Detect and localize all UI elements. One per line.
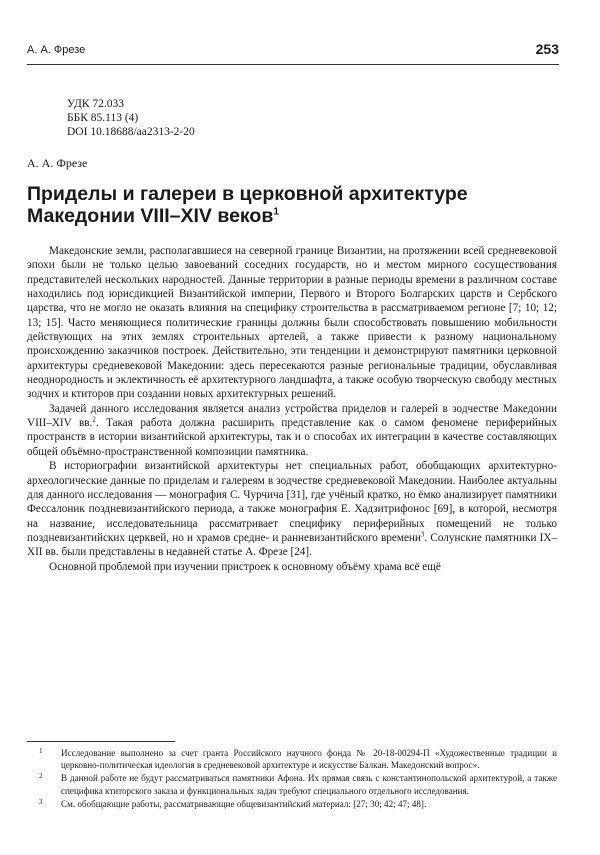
paragraph-2: [27, 402, 557, 459]
footnote-ref-3: 3: [420, 530, 425, 539]
footnote-1: [27, 747, 557, 771]
paragraph-2-text-b: . Такая работа должна расширить представление как о самом феномене периферийных пространств в истории византийской архитектуры, так и о способах их интеграции в качестве составляющих общей объёмно-пространственной композиции памятника.: [27, 417, 557, 458]
paragraph-3-text-b: . Солунские памятники IX–XII вв. были представлены в недавней статье А. Фрезе [24].: [27, 531, 557, 559]
article-author: А. А. Фрезе: [27, 156, 88, 170]
running-head-author: А. А. Фрезе: [27, 44, 86, 56]
paragraph-3-text-a: В историографии византийской архитектуры нет специальных работ, обобщающих архитектурно-археологические данные по приделам и галереям в зодчестве средневековой Македонии. Наиболее актуальны для данного исследования — монография С. Чурчича [31], где учёный кратко, но ёмко анализирует памятники Фессалоник поздневизантийского периода, а также монография Е. Хадзитрифонос [69], в которой, несмотря на название, исследовательница рассматривает специфику периферийных помещений не только поздневизантийских церквей, но и храмов средне- и ранневизантийского времени: [27, 460, 557, 544]
footnote-number: 3: [39, 797, 43, 806]
article-title: [27, 183, 567, 227]
bbk-code: ББК 85.113 (4): [67, 112, 139, 124]
title-line-2: Македонии VIII–XIV веков: [27, 205, 274, 227]
bibliographic-codes: [67, 97, 195, 139]
paragraph-3: [27, 459, 557, 559]
running-head: [27, 40, 559, 60]
footnote-number: 2: [39, 772, 43, 781]
article-body: [27, 244, 557, 574]
header-rule: [27, 64, 559, 65]
paragraph-2-text-a: Задачей данного исследования является анализ устройства приделов и галерей в зодчестве Македонии VIII–XIV вв.: [27, 402, 557, 430]
footnote-rule: [27, 741, 175, 742]
footnote-text: См. обобщающие работы, рассматривающие общевизантийский материал: [27; 30; 42; 47; 48].: [61, 798, 427, 809]
footnote-ref-2: 2: [92, 415, 96, 424]
paragraph-4: Основной проблемой при изучении пристроек к основному объёму храма всё ещё: [49, 560, 441, 573]
footnote-2: [27, 772, 557, 796]
footnote-text: Исследование выполнено за счет гранта Российского научного фонда № 20-18-00294-П «Художественные традиции и церковно-политическая идеология в средневековой архитектуре и искусстве Балкан. Македонский вопрос».: [61, 748, 557, 771]
footnote-number: 1: [39, 747, 43, 755]
udk-code: УДК 72.033: [67, 98, 124, 110]
doi-code: DOI 10.18688/aa2313-2-20: [67, 126, 195, 138]
title-footnote-ref: 1: [273, 206, 279, 218]
footnote-3: [27, 798, 557, 810]
paragraph-1: Македонские земли, располагавшиеся на северной границе Византии, на протяжении всей средневековой эпохи были не только целью завоеваний соседних государств, но и местом мирного сосуществования представителей нескольких народностей. Данные территории в разные периоды времени в различном составе находились под юрисдикцией Византийской империи, Первого и Второго Болгарских царств и Сербского царства, что не могло не оказать влияния на специфику строительства в рассматриваемом регионе [7; 10; 12; 13; 15]. Часто меняющиеся политические границы должны были способствовать повышению мобильности действующих на этих землях строительных артелей, а также привести к разному национальному происхождению заказчиков построек. Действительно, эти тенденции и демонстрируют памятники церковной архитектуры средневековой Македонии: здесь пересекаются разные региональные традиции, обуславливая неоднородность и эклектичность её архитектурного ландшафта, а также особую творческую свободу местных зодчих и ктиторов при создании новых архитектурных решений.: [27, 245, 557, 401]
title-line-1: Приделы и галереи в церковной архитектуре: [27, 183, 468, 205]
page-number: 253: [535, 41, 559, 57]
footnotes: [27, 747, 557, 811]
footnote-text: В данной работе не будут рассматриваться памятники Афона. Их прямая связь с константинопольской архитектурой, а также специфика ктиторского заказа и функциональных задач требуют специального отдельного исследования.: [61, 773, 557, 796]
